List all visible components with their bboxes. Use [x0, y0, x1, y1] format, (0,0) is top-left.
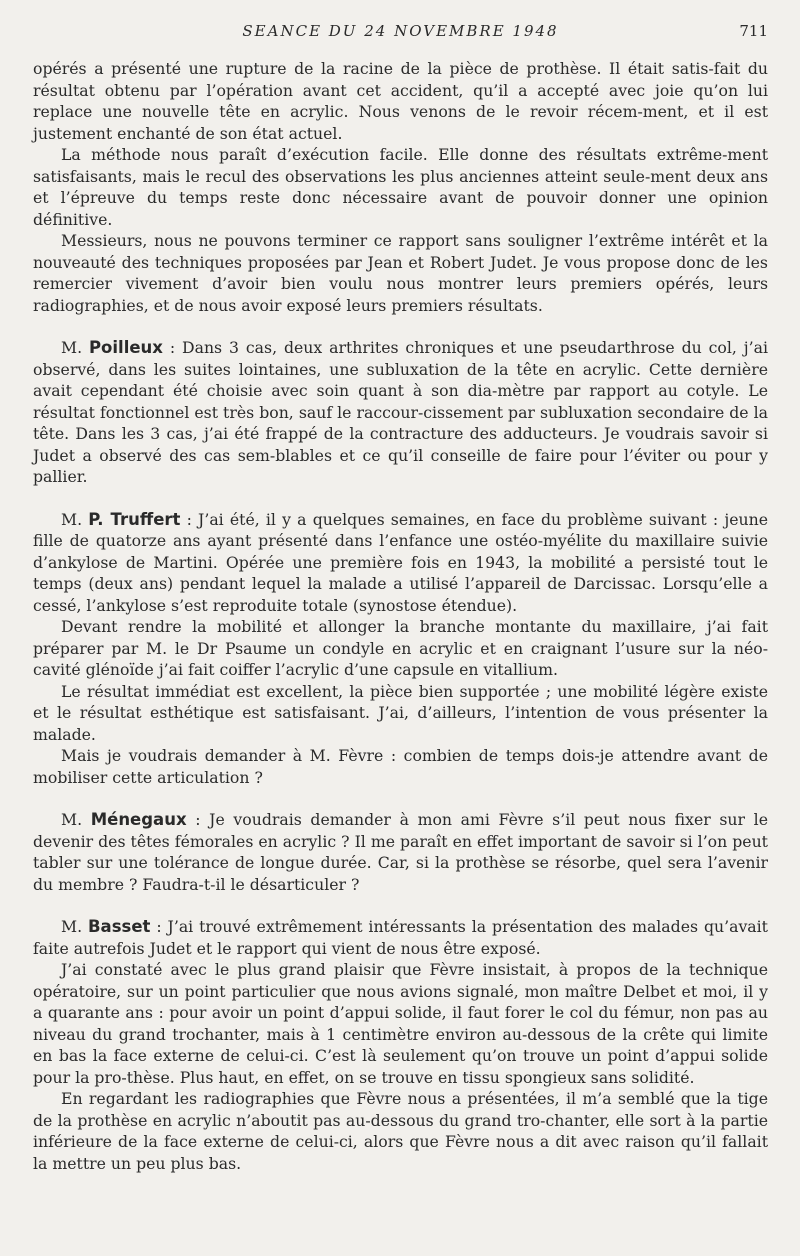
- speaker-paragraph: [33, 509, 768, 617]
- paragraph-text: opérés a présenté une rupture de la racine de la pièce de prothèse. Il était satis-fait du résultat obtenu par l’opération avant cet accident, qu’il a accepté avec joie qu’on lui replace une nouvelle tête en acrylic. Nous venons de le revoir récem-ment, et il est justement enchanté de son état actuel.: [33, 59, 768, 143]
- paragraph-text: J’ai constaté avec le plus grand plaisir que Fèvre insistait, à propos de la technique opératoire, sur un point particulier que nous avions signalé, mon maître Delbet et moi, il y a quarante ans : pour avoir un point d’appui solide, il faut forer le col du fémur, non pas au niveau du grand trochanter, mais à 1 centimètre environ au-dessous de la crête qui limite en bas la face externe de celui-ci. C’est là seulement qu’on trouve un point d’appui solide pour la pro-thèse. Plus haut, en effet, on se trouve en tissu spongieux sans solidité.: [33, 960, 768, 1087]
- paragraph-text: : J’ai trouvé extrêmement intéressants la présentation des malades qu’avait faite autrefois Judet et le rapport qui vient de nous être exposé.: [33, 917, 768, 958]
- paragraph: [33, 616, 768, 681]
- paragraph-text: La méthode nous paraît d’exécution facile. Elle donne des résultats extrême-ment satisfaisants, mais le recul des observations les plus anciennes atteint seule-ment deux ans et l’épreuve du temps reste donc nécessaire avant de pouvoir donner une opinion définitive.: [33, 145, 768, 229]
- paragraph: [33, 681, 768, 746]
- paragraph: [33, 745, 768, 788]
- paragraph: [33, 1088, 768, 1174]
- speaker-name: Poilleux: [88, 338, 163, 357]
- paragraph-text: : J’ai été, il y a quelques semaines, en face du problème suivant : jeune fille de quatorze ans ayant présenté dans l’enfance une ostéo-myélite du maxillaire suivie d’ankylose de Martini. Opérée une première fois en 1943, la mobilité a persisté tout le temps (deux ans) pendant lequel la malade a utilisé l’appareil de Darcissac. Lorsqu’elle a cessé, l’ankylose s’est reproduite totale (synostose étendue).: [33, 509, 768, 615]
- paragraph-text: Devant rendre la mobilité et allonger la branche montante du maxillaire, j’ai fait préparer par M. le Dr Psaume un condyle en acrylic et en craignant l’usure sur la néo-cavité glénoïde j’ai fait coiffer l’acrylic d’une capsule en vitallium.: [33, 617, 768, 679]
- paragraph-text: Mais je voudrais demander à M. Fèvre : combien de temps dois-je attendre avant de mobiliser cette articulation ?: [33, 746, 768, 787]
- paragraph-text: : Je voudrais demander à mon ami Fèvre s’il peut nous fixer sur le devenir des têtes fémorales en acrylic ? Il me paraît en effet important de savoir si l’on peut tabler sur une tolérance de longue durée. Car, si la prothèse se résorbe, quel sera l’avenir du membre ? Faudra-t-il le désarticuler ?: [33, 810, 768, 894]
- speaker-paragraph: [33, 916, 768, 959]
- paragraph: [33, 58, 768, 144]
- speaker-prefix: M.: [61, 338, 89, 357]
- paragraph-text: Messieurs, nous ne pouvons terminer ce rapport sans souligner l’extrême intérêt et la nouveauté des techniques proposées par Jean et Robert Judet. Je vous propose donc de les remercier vivement d’avoir bien voulu nous montrer leurs premiers opérés, leurs radiographies, et de nous avoir exposé leurs premiers résultats.: [33, 231, 768, 315]
- speaker-paragraph: [33, 337, 768, 488]
- speaker-prefix: M.: [61, 509, 89, 529]
- paragraph: [33, 144, 768, 230]
- running-title: SEANCE DU 24 NOVEMBRE 1948: [242, 22, 559, 40]
- paragraph-text: En regardant les radiographies que Fèvre nous a présentées, il m’a semblé que la tige de la prothèse en acrylic n’aboutit pas au-dessous du grand tro-chanter, elle sort à la partie inférieure de la face externe de celui-ci, alors que Fèvre nous a dit avec raison qu’il fallait la mettre un peu plus bas.: [33, 1089, 768, 1173]
- speaker-name: Ménegaux: [90, 810, 187, 829]
- page-header: [33, 18, 768, 48]
- speaker-name: Basset: [87, 917, 151, 936]
- speaker-name: P. Truffert: [88, 509, 181, 529]
- speaker-prefix: M.: [61, 917, 88, 936]
- speaker-prefix: M.: [61, 810, 91, 829]
- paragraph-text: Le résultat immédiat est excellent, la pièce bien supportée ; une mobilité légère existe et le résultat esthétique est satisfaisant. J’ai, d’ailleurs, l’intention de vous présenter la malade.: [33, 681, 768, 744]
- paragraph: [33, 959, 768, 1088]
- paragraph: [33, 230, 768, 316]
- paragraph-text: : Dans 3 cas, deux arthrites chroniques et une pseudarthrose du col, j’ai observé, dans les suites lointaines, une subluxation de la tête en acrylic. Cette dernière avait cependant été choisie avec soin quant à son dia-mètre par rapport au cotyle. Le résultat fonctionnel est très bon, sauf le raccour-cissement par subluxation secondaire de la tête. Dans les 3 cas, j’ai été frappé de la contracture des adducteurs. Je voudrais savoir si Judet a observé des cas sem-blables et ce qu’il conseille de faire pour l’éviter ou pour y pallier.: [33, 338, 768, 486]
- speaker-paragraph: [33, 809, 768, 895]
- document-body: [33, 58, 768, 1174]
- page-number: 711: [739, 22, 768, 40]
